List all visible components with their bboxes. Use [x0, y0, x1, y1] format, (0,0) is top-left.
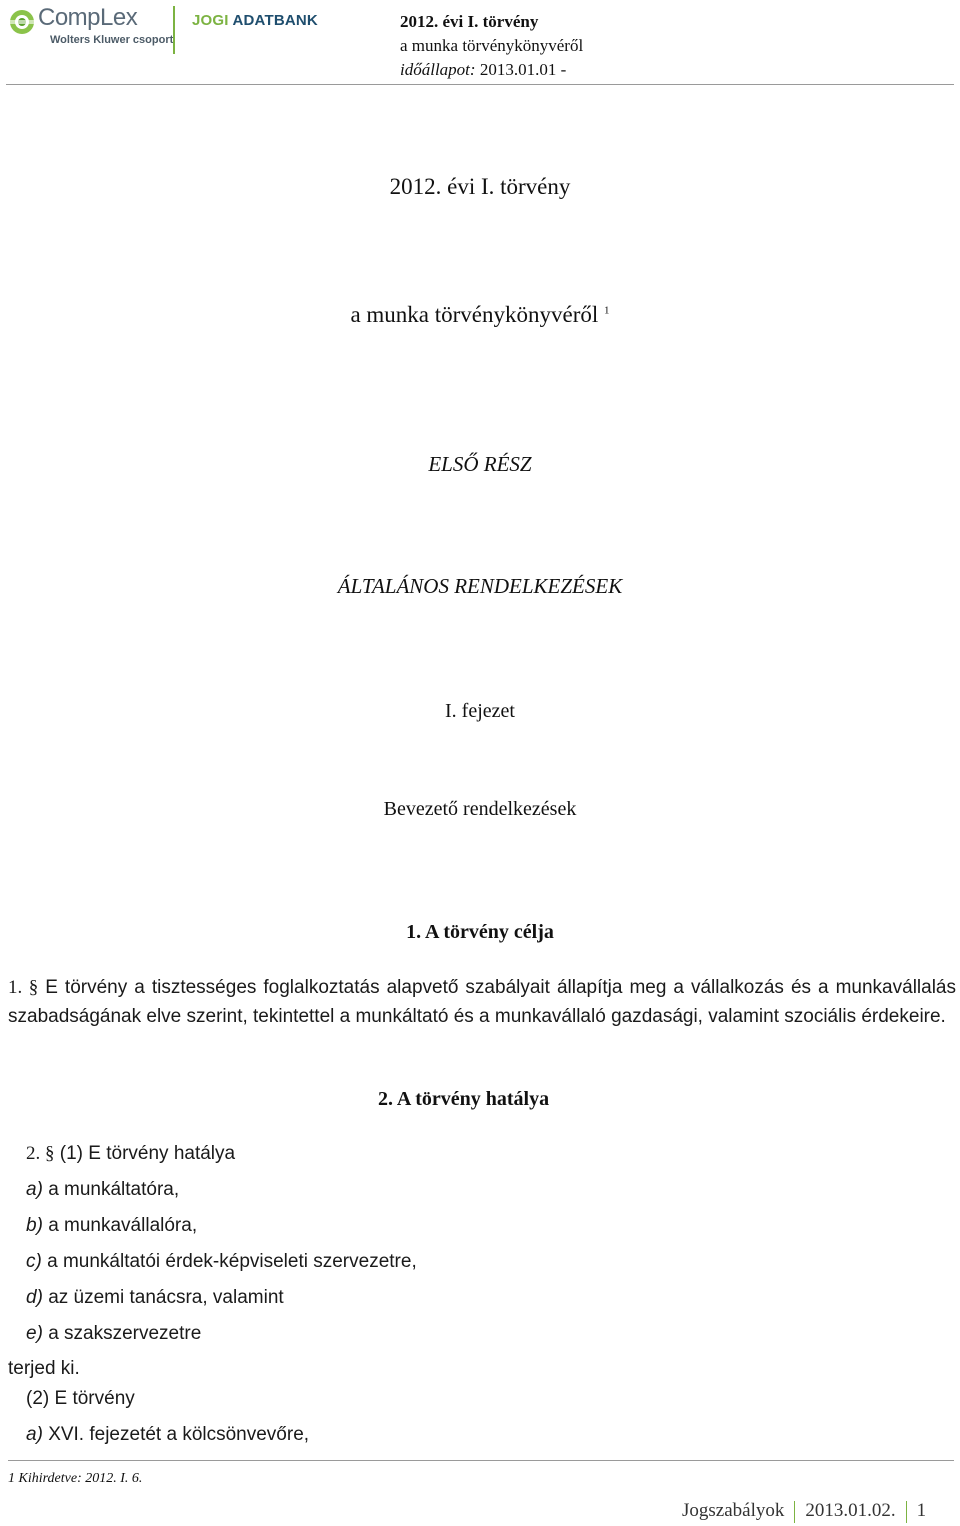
- section-2-intro-text: (1) E törvény hatálya: [59, 1143, 236, 1164]
- chapter-title: Bevezető rendelkezések: [383, 798, 577, 820]
- header-law-subtitle: a munka törvénykönyvéről: [400, 36, 584, 55]
- time-state-label: időállapot:: [400, 60, 476, 79]
- footnote-reference[interactable]: 1: [604, 304, 610, 317]
- document-title: 2012. évi I. törvény: [389, 174, 571, 199]
- document-subtitle-text: a munka törvénykönyvéről: [350, 302, 599, 327]
- list-item-text: XVI. fejezetét a kölcsönvevőre,: [48, 1424, 310, 1445]
- list-item-text: a munkáltatóra,: [48, 1179, 180, 1200]
- complex-logo: [8, 6, 178, 54]
- document-subtitle: [0, 302, 960, 328]
- footer-source: Jogszabályok: [682, 1500, 785, 1521]
- list-item-text: a munkavállalóra,: [48, 1215, 198, 1236]
- section-2-paragraph-2: (2) E törvény: [26, 1388, 135, 1409]
- chapter-heading: I. fejezet: [445, 700, 515, 722]
- section-2-intro: [26, 1143, 235, 1165]
- list-item-letter: b): [26, 1215, 43, 1236]
- list-item-letter: a): [26, 1179, 43, 1200]
- header-law-title: 2012. évi I. törvény: [400, 12, 539, 31]
- part-heading: ELSŐ RÉSZ: [428, 452, 532, 476]
- section-1-number: 1. §: [8, 977, 39, 998]
- jogi-logo-part-a: JOGI: [192, 12, 229, 29]
- list-item-text: a munkáltatói érdek-képviseleti szervezetre,: [47, 1251, 417, 1272]
- list-item-letter: a): [26, 1424, 43, 1445]
- footer-date: 2013.01.02.: [805, 1500, 896, 1521]
- section-1-heading: 1. A törvény célja: [406, 921, 554, 943]
- footnote: 1 Kihirdetve: 2012. I. 6.: [8, 1471, 143, 1486]
- list-item: [26, 1215, 197, 1237]
- list-item-letter: c): [26, 1251, 42, 1272]
- footer-separator: [794, 1501, 795, 1523]
- list-item-letter: e): [26, 1323, 43, 1344]
- time-state-value: 2013.01.01 -: [479, 60, 567, 79]
- list-item: [26, 1251, 417, 1273]
- list-item-letter: d): [26, 1287, 43, 1308]
- page-footer: [682, 1500, 926, 1523]
- list-item: [26, 1424, 309, 1446]
- logo-divider: [173, 6, 175, 54]
- page-number: 1: [916, 1500, 927, 1521]
- header-time-state: [400, 60, 566, 80]
- section-1-text: E törvény a tisztességes foglalkoztatás alapvető szabályait állapítja meg a vállalkozás és a munkavállalás szabadságának elve szerint, tekintettel a munkáltató és a munkavállaló gazdasági, valamint szociális érdekeire.: [8, 977, 956, 1027]
- header-rule: [6, 84, 954, 85]
- jogi-adatbank-logo: [192, 12, 318, 29]
- list-item: [26, 1323, 201, 1345]
- section-2-closing: terjed ki.: [8, 1358, 80, 1379]
- complex-logo-icon: [8, 8, 36, 36]
- complex-logo-subtitle: Wolters Kluwer csoport: [50, 34, 174, 46]
- list-item-text: az üzemi tanácsra, valamint: [48, 1287, 284, 1308]
- jogi-logo-part-b: ADATBANK: [232, 12, 318, 29]
- footer-separator: [906, 1501, 907, 1523]
- list-item-text: a szakszervezetre: [48, 1323, 202, 1344]
- section-1-paragraph: [8, 973, 956, 1031]
- footer-rule: [8, 1460, 954, 1461]
- section-2-number: 2. §: [26, 1143, 55, 1164]
- list-item: [26, 1287, 284, 1309]
- complex-logo-text: CompLex: [38, 4, 138, 31]
- list-item: [26, 1179, 179, 1201]
- section-2-heading: 2. A törvény hatálya: [378, 1088, 550, 1110]
- part-title: ÁLTALÁNOS RENDELKEZÉSEK: [337, 574, 623, 598]
